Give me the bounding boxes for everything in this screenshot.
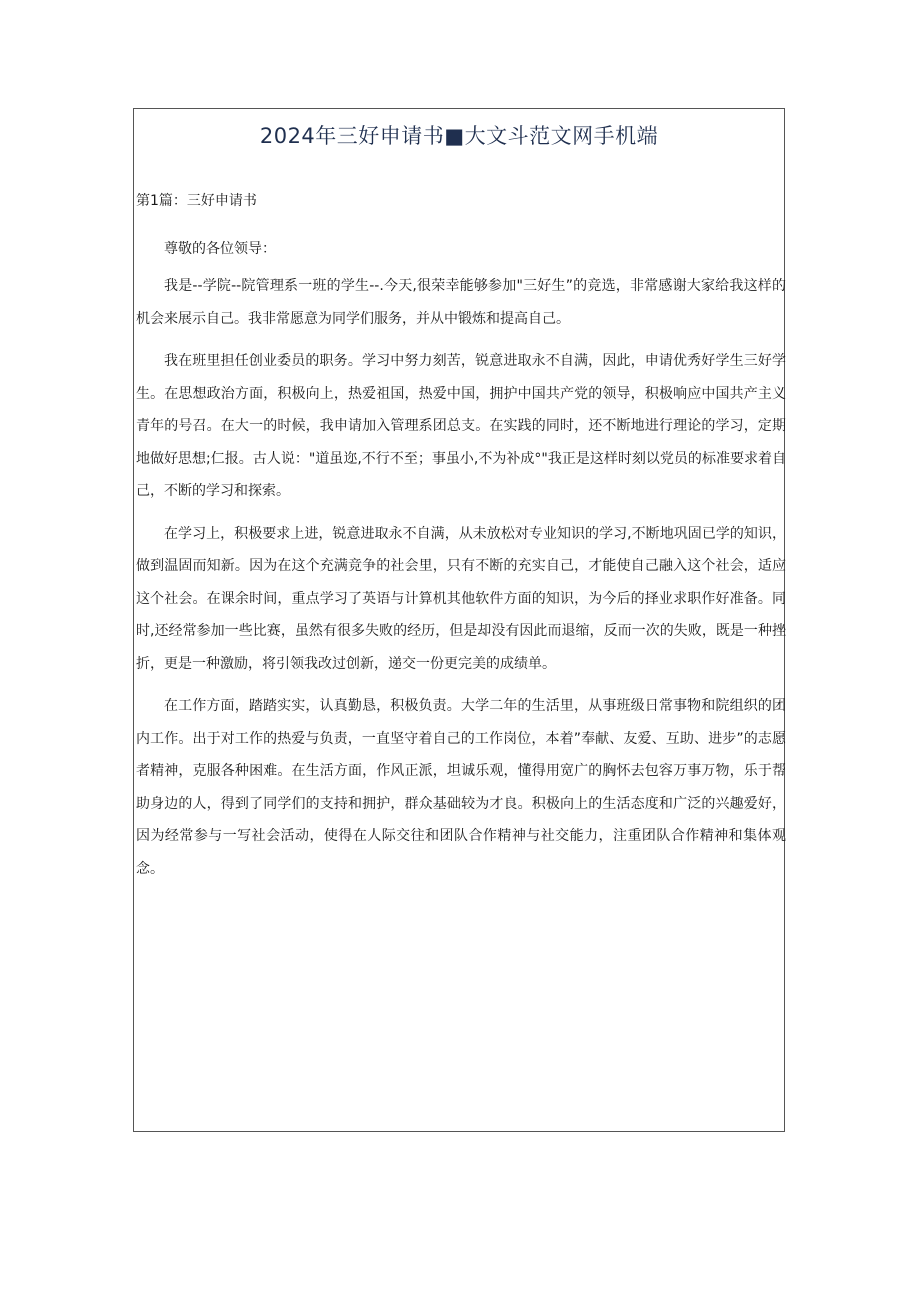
document-title: 2024年三好申请书■大文斗范文网手机端 — [259, 124, 659, 148]
paragraph: 我是--学院--院管理系一班的学生--.今天,很荣幸能够参加"三好生”的竞选，非常感谢大家给我这样的机会来展示自己。我非常愿意为同学们服务，并从中锻炼和提高自己。 — [136, 278, 786, 327]
paragraph: 我在班里担任创业委员的职务。学习中努力刻苦，锐意进取永不自满，因此，申请优秀好学生三好学生。在思想政治方面，积极向上，热爱祖国，热爱中国，拥护中国共产党的领导，积极响应中国共产主义青年的号召。在大一的时候，我申请加入管理系团总支。在实践的同时，还不断地进行理论的学习，定期地做好思想;仁报。古人说："道虽迩,不行不至；事虽小,不为补成°"我正是这样时刻以党员的标准要求着自己，不断的学习和探索。 — [136, 353, 786, 499]
document-frame — [133, 108, 785, 1132]
salutation: 尊敬的各位领导： — [164, 241, 276, 257]
paragraph: 在学习上，积极要求上进，锐意进取永不自满，从未放松对专业知识的学习,不断地巩固已学的知识，做到温固而知新。因为在这个充满竞争的社会里，只有不断的充实自己，才能使自己融入这个社会，适应这个社会。在课余时间，重点学习了英语与计算机其他软件方面的知识，为今后的择业求职作好准备。同时,还经常参加一些比赛，虽然有很多失败的经历，但是却没有因此而退缩，反而一次的失败，既是一种挫折，更是一种激励，将引领我改过创新，递交一份更完美的成绩单。 — [136, 525, 786, 672]
section-heading: 第1篇：三好申请书 — [136, 193, 257, 209]
paragraph: 在工作方面，踏踏实实，认真勤恳，积极负责。大学二年的生活里，从事班级日常事物和院组织的团内工作。出于对工作的热爱与负责，一直坚守着自己的工作岗位，本着”奉献、友爱、互助、进步”的志愿者精神，克服各种困难。在生活方面，作风正派，坦诚乐观，懂得用宽广的胸怀去包容万事万物，乐于帮助身边的人，得到了同学们的支持和拥护，群众基础较为才良。积极向上的生活态度和广泛的兴趣爱好，因为经常参与一写社会活动，使得在人际交往和团队合作精神与社交能力，注重团队合作精神和集体观念。 — [136, 698, 786, 877]
document-body — [136, 238, 786, 895]
